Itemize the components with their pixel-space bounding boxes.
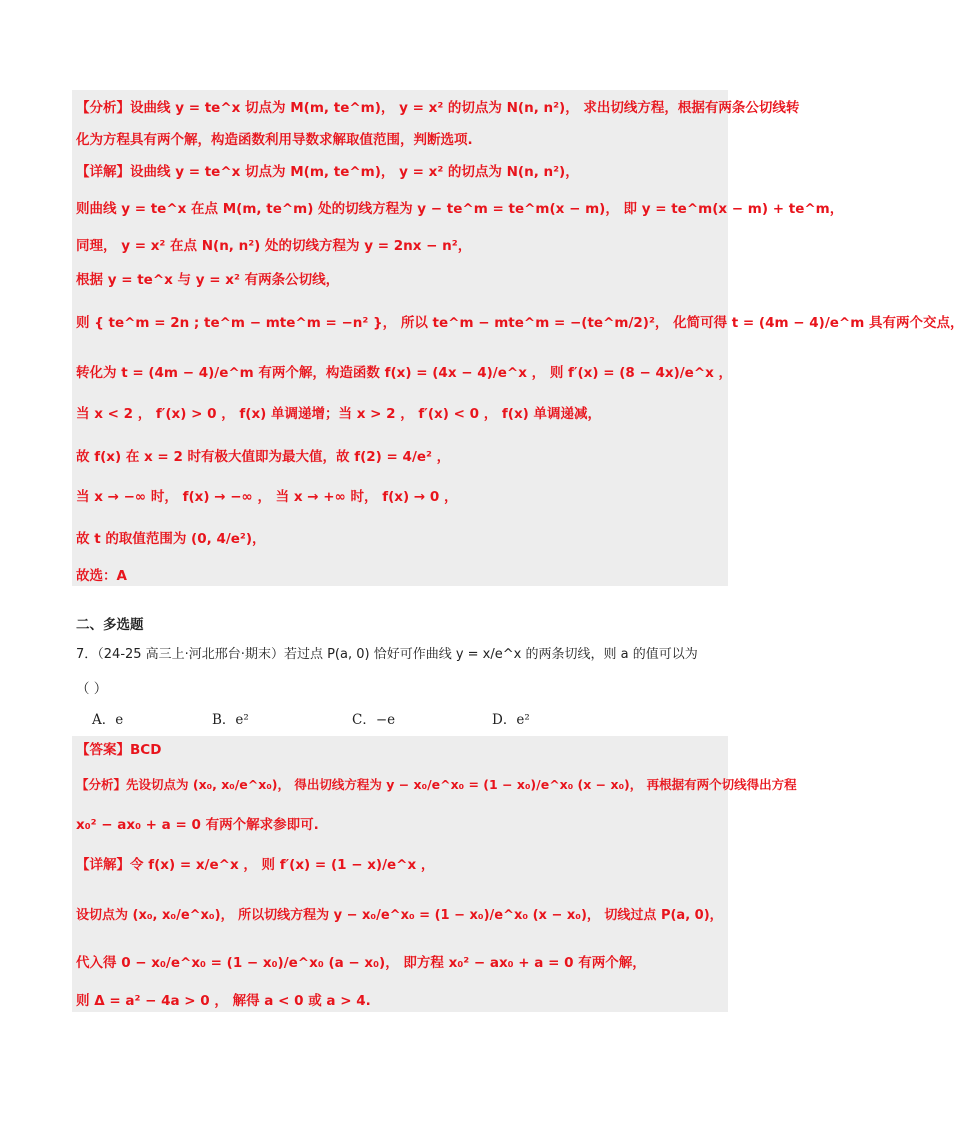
question-stem: 7．（24-25 高三上·河北邢台·期末）若过点 P(a, 0) 恰好可作曲线 y = x/e^x 的两条切线，则 a 的值可以为 xyxy=(76,647,698,662)
detail-line: 设切点为 (x₀, x₀/e^x₀)， 所以切线方程为 y − x₀/e^x₀ = (1 − x₀)/e^x₀ (x − x₀)， 切线过点 P(a, 0)， xyxy=(76,908,723,923)
detail-line: 故 f(x) 在 x = 2 时有极大值即为最大值，故 f(2) = 4/e² ， xyxy=(76,449,451,465)
detail-line: 代入得 0 − x₀/e^x₀ = (1 − x₀)/e^x₀ (a − x₀)， 即方程 x₀² − ax₀ + a = 0 有两个解， xyxy=(76,955,646,971)
detail-line: 故 t 的取值范围为 (0, 4/e²)， xyxy=(76,531,266,547)
detail-line: 【详解】令 f(x) = x/e^x ， 则 f′(x) = (1 − x)/e^x ， xyxy=(76,857,435,873)
detail-line: 根据 y = te^x 与 y = x² 有两条公切线， xyxy=(76,272,340,288)
analysis-line: 【分析】设曲线 y = te^x 切点为 M(m, te^m)， y = x² 的切点为 N(n, n²)， 求出切线方程，根据有两条公切线转 xyxy=(76,100,800,116)
analysis-line: 【分析】先设切点为 (x₀, x₀/e^x₀)， 得出切线方程为 y − x₀/e^x₀ = (1 − x₀)/e^x₀ (x − x₀)， 再根据有两个切线得出方程 xyxy=(76,777,797,792)
option-c: C．−e xyxy=(352,712,396,728)
detail-line: 转化为 t = (4m − 4)/e^m 有两个解，构造函数 f(x) = (4x − 4)/e^x ， 则 f′(x) = (8 − 4x)/e^x ， xyxy=(76,365,733,381)
analysis-line: x₀² − ax₀ + a = 0 有两个解求参即可. xyxy=(76,817,319,833)
detail-line: 则 { te^m = 2n ; te^m − mte^m = −n² }， 所以 te^m − mte^m = −(te^m/2)²， 化简可得 t = (4m − 4)/e^m 具有两个交点， xyxy=(76,315,964,331)
detail-line: 同理， y = x² 在点 N(n, n²) 处的切线方程为 y = 2nx − n²， xyxy=(76,238,472,254)
answer-choice: 故选：A xyxy=(76,568,127,584)
question-paren: （ ） xyxy=(76,681,108,697)
section-title: 二、多选题 xyxy=(76,617,144,633)
analysis-line: 化为方程具有两个解，构造函数利用导数求解取值范围，判断选项. xyxy=(76,132,473,148)
detail-line: 则曲线 y = te^x 在点 M(m, te^m) 处的切线方程为 y − te^m = te^m(x − m)， 即 y = te^m(x − m) + te^m， xyxy=(76,201,844,217)
detail-line: 则 Δ = a² − 4a > 0 ， 解得 a < 0 或 a > 4. xyxy=(76,993,371,1009)
answer-line: 【答案】BCD xyxy=(76,742,162,758)
detail-line: 当 x → −∞ 时， f(x) → −∞ ， 当 x → +∞ 时， f(x) → 0 ， xyxy=(76,489,458,505)
option-a: A．e xyxy=(92,712,124,728)
option-b: B．e² xyxy=(212,712,249,728)
detail-line: 【详解】设曲线 y = te^x 切点为 M(m, te^m)， y = x² 的切点为 N(n, n²)， xyxy=(76,164,579,180)
detail-line: 当 x < 2 ， f′(x) > 0 ， f(x) 单调递增；当 x > 2 ， f′(x) < 0 ， f(x) 单调递减， xyxy=(76,406,602,422)
option-d: D．e² xyxy=(492,712,530,728)
